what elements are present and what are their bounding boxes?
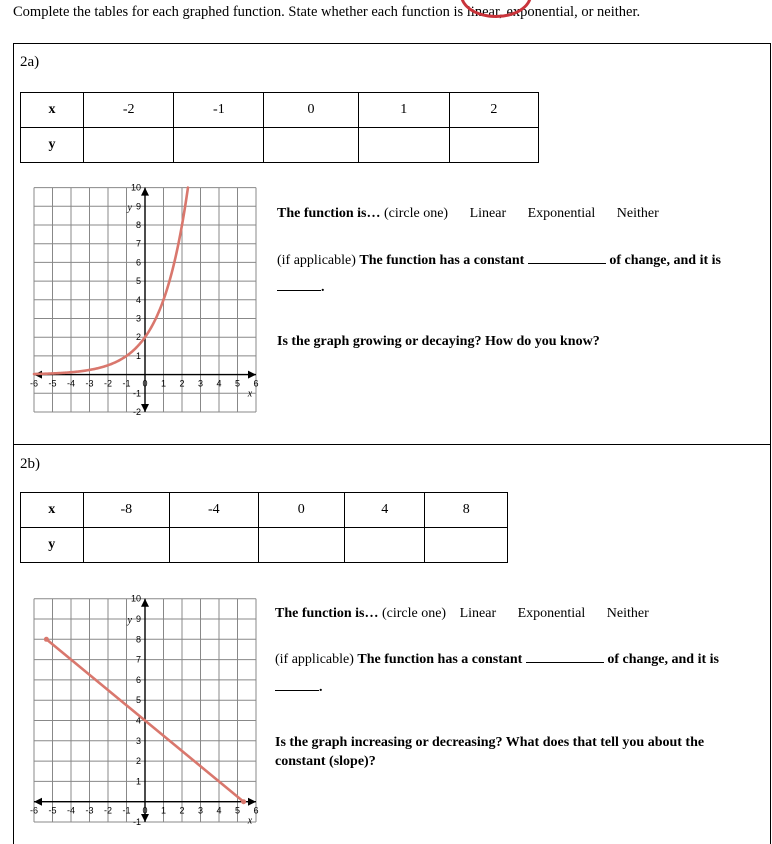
y-cell[interactable] (258, 528, 344, 563)
y-tick-label: 8 (135, 634, 141, 645)
x-tick-label: -5 (48, 805, 57, 816)
endpoint-marker (241, 799, 246, 804)
function-type-line (277, 206, 659, 222)
y-tick-label: 3 (135, 735, 141, 746)
problem-label: 2b) (20, 456, 40, 472)
constant-change-line (275, 652, 719, 668)
y-arrow-up (141, 188, 149, 196)
rate-value-line (275, 680, 323, 696)
x-tick-label: -3 (85, 805, 94, 816)
y-cell[interactable] (425, 528, 508, 563)
x-tick-label: 1 (160, 805, 167, 816)
x-value: 8 (425, 493, 508, 528)
x-tick-label: 4 (216, 378, 222, 389)
value-table (20, 92, 539, 163)
table-row-x (21, 493, 508, 528)
option-linear[interactable]: Linear (469, 206, 507, 221)
question-text: Is the graph growing or decaying? How do you know? (277, 334, 600, 349)
x-tick-label: 4 (216, 805, 222, 816)
x-tick-label: -6 (29, 378, 39, 389)
x-tick-label: -2 (103, 805, 113, 816)
y-tick-label: 2 (135, 332, 141, 343)
x-value: -2 (84, 93, 174, 128)
x-tick-label: 6 (253, 378, 259, 389)
rate-value-blank[interactable] (275, 690, 319, 691)
x-value: -1 (174, 93, 264, 128)
option-neither[interactable]: Neither (616, 206, 659, 221)
y-tick-label: 4 (135, 294, 141, 305)
x-axis-label: x (247, 388, 253, 400)
question-text-line2: constant (slope)? (275, 754, 376, 769)
value-table (20, 492, 508, 563)
y-cell[interactable] (83, 528, 169, 563)
y-tick-label: 4 (135, 715, 141, 726)
x-header: x (21, 93, 84, 128)
x-tick-label: -1 (122, 378, 131, 389)
y-header: y (21, 528, 84, 563)
y-tick-label: 1 (135, 776, 141, 787)
y-tick-label: -1 (132, 388, 141, 399)
problem-2b (13, 444, 771, 844)
y-tick-label: 1 (135, 350, 141, 361)
y-tick-label: 9 (135, 614, 141, 624)
y-tick-label: 8 (135, 220, 141, 230)
x-value: 2 (449, 93, 538, 128)
y-cell[interactable] (174, 128, 264, 163)
if-applicable-label: (if applicable) (277, 253, 356, 268)
y-cell[interactable] (84, 128, 174, 163)
x-tick-label: 5 (234, 378, 241, 389)
y-tick-label: 3 (135, 313, 141, 324)
x-tick-label: -6 (29, 805, 39, 816)
function-is-label: The function is… (275, 606, 379, 621)
x-tick-label: -1 (122, 805, 131, 816)
y-cell[interactable] (345, 528, 425, 563)
y-header: y (21, 128, 84, 163)
period: . (319, 680, 323, 695)
y-tick-label: 5 (135, 695, 141, 706)
x-tick-label: -4 (66, 378, 76, 389)
y-axis-label: y (127, 615, 132, 626)
function-is-label: The function is… (277, 206, 381, 221)
question (277, 334, 600, 350)
x-value: 0 (258, 493, 344, 528)
x-tick-label: -3 (85, 378, 94, 389)
x-tick-label: 2 (179, 805, 185, 816)
x-tick-label: 2 (179, 378, 185, 389)
x-arrow-right (248, 371, 256, 379)
question-text: Is the graph increasing or decreasing? What does that tell you about the (275, 735, 705, 750)
option-exponential[interactable]: Exponential (517, 606, 586, 621)
x-tick-label: 6 (253, 805, 259, 816)
y-tick-label: 10 (130, 593, 141, 604)
if-applicable-label: (if applicable) (275, 652, 354, 667)
instructions: Complete the tables for each graphed function. State whether each function is linear, exponential, or neither. (13, 4, 641, 20)
x-tick-label: -2 (103, 378, 113, 389)
table-row-y (21, 528, 508, 563)
circle-one-label: (circle one) (383, 206, 449, 221)
y-cell[interactable] (170, 528, 258, 563)
rate-type-blank[interactable] (528, 263, 606, 264)
constant-prefix: The function has a constant (357, 652, 523, 667)
y-arrow-up (141, 599, 149, 607)
y-tick-label: 7 (135, 654, 141, 665)
linear-graph (29, 593, 274, 830)
x-value: 0 (264, 93, 358, 128)
constant-change-line (277, 253, 721, 269)
x-arrow-left (34, 798, 42, 806)
y-tick-label: -2 (132, 407, 141, 417)
question (275, 735, 704, 751)
x-value: -8 (83, 493, 169, 528)
option-neither[interactable]: Neither (606, 606, 649, 621)
rate-value-line (277, 280, 325, 296)
y-tick-label: 6 (135, 257, 141, 268)
y-cell[interactable] (358, 128, 449, 163)
y-tick-label: 5 (135, 276, 141, 287)
x-value: 4 (345, 493, 425, 528)
x-tick-label: 5 (234, 805, 241, 816)
table-row-x (21, 93, 539, 128)
question-continued (275, 754, 376, 770)
y-axis-label: y (127, 202, 132, 214)
x-value: -4 (170, 493, 258, 528)
x-arrow-right (248, 798, 256, 806)
y-tick-label: -1 (132, 817, 141, 827)
constant-suffix: of change, and it is (607, 652, 719, 667)
x-tick-label: 1 (160, 378, 167, 389)
y-tick-label: 6 (135, 674, 141, 685)
y-arrow-down (141, 404, 149, 412)
y-tick-label: 9 (135, 201, 141, 212)
y-tick-label: 2 (135, 756, 141, 767)
constant-prefix: The function has a constant (359, 253, 525, 268)
x-header: x (21, 493, 84, 528)
y-cell[interactable] (264, 128, 358, 163)
circle-one-label: (circle one) (381, 606, 447, 621)
x-tick-label: 0 (142, 378, 148, 389)
option-linear[interactable]: Linear (459, 606, 497, 621)
rate-value-blank[interactable] (277, 290, 321, 291)
x-value: 1 (358, 93, 449, 128)
problem-label: 2a) (20, 54, 40, 70)
x-tick-label: -5 (48, 378, 57, 389)
period: . (321, 280, 325, 295)
function-type-line (275, 606, 649, 622)
endpoint-marker (44, 637, 49, 642)
rate-type-blank[interactable] (526, 662, 604, 663)
x-tick-label: -4 (66, 805, 76, 816)
y-tick-label: 10 (130, 182, 141, 193)
x-tick-label: 3 (197, 805, 204, 816)
exponential-graph (29, 182, 274, 420)
y-tick-label: 7 (135, 238, 141, 249)
y-cell[interactable] (449, 128, 538, 163)
problem-2a (13, 43, 771, 445)
x-axis-label: x (247, 815, 253, 827)
constant-suffix: of change, and it is (609, 253, 721, 268)
x-tick-label: 3 (197, 378, 204, 389)
x-tick-label: 0 (142, 805, 148, 816)
table-row-y (21, 128, 539, 163)
option-exponential[interactable]: Exponential (527, 206, 596, 221)
